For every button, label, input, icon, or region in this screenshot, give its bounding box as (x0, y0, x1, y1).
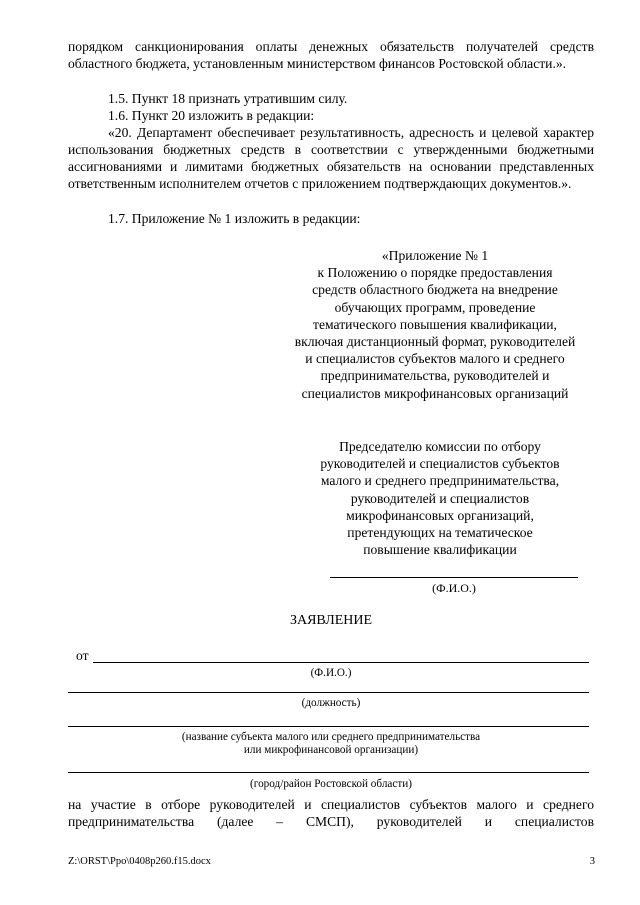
addressee-line: претендующих на тематическое (347, 525, 533, 541)
from-label: от (76, 648, 89, 663)
from-fio-line (93, 662, 589, 663)
city-line (68, 772, 589, 773)
appendix-header (270, 247, 600, 402)
addressee-line: микрофинансовых организаций, (346, 507, 534, 523)
addressee-line: руководителей и специалистов (350, 490, 530, 506)
addressee-line: повышение квалификации (363, 542, 517, 558)
appendix-line: средств областного бюджета на внедрение (312, 282, 558, 298)
addressee-fio-caption: (Ф.И.О.) (432, 581, 476, 595)
addressee-line: руководителей и специалистов субъектов (320, 456, 560, 472)
paragraph-1-7: 1.7. Приложение № 1 изложить в редакции: (108, 211, 361, 226)
form-bottom-text: на участие в отборе руководителей и специалистов субъектов малого и среднего предпринимательства (далее – СМСП), руководителей и специалистов (68, 797, 594, 829)
appendix-line: обучающих программ, проведение (334, 299, 536, 315)
from-fio-caption: (Ф.И.О.) (310, 667, 352, 679)
footer-file-path: Z:\ORST\Ppo\0408p260.f15.docx (68, 856, 211, 867)
organization-line (68, 726, 589, 727)
paragraph-1-6: 1.6. Пункт 20 изложить в редакции: (108, 108, 315, 123)
addressee-fio-line (330, 577, 578, 578)
position-line (68, 692, 589, 693)
position-caption: (должность) (301, 697, 361, 709)
appendix-line: предпринимательства, руководителей и (320, 368, 550, 384)
paragraph-20: «20. Департамент обеспечивает результативность, адресность и целевой характер использования бюджетных средств в соответствии с утвержденными бюджетными ассигнованиями и лимитами бюджетных обязательств на основании представленных ответственным исполнителем отчетов с приложением подтверждающих документов.». (68, 125, 594, 191)
appendix-line: тематического повышения квалификации, (313, 316, 557, 332)
appendix-line: к Положению о порядке предоставления (317, 265, 553, 281)
appendix-line: и специалистов субъектов малого и среднего (305, 351, 565, 367)
form-title: ЗАЯВЛЕНИЕ (289, 613, 373, 628)
appendix-line: «Приложение № 1 (381, 248, 489, 263)
organization-caption-2: или микрофинансовой организации) (243, 744, 419, 756)
paragraph-continuation: порядком санкционирования оплаты денежных обязательств получателей средств областного бюджета, установленным министерством финансов Ростовской области.». (68, 39, 594, 71)
organization-caption-1: (название субъекта малого или среднего предпринимательства (181, 731, 481, 743)
appendix-line: специалистов микрофинансовых организаций (301, 385, 569, 401)
city-caption: (город/район Ростовской области) (250, 778, 412, 790)
paragraph-1-5: 1.5. Пункт 18 признать утратившим силу. (108, 91, 348, 106)
addressee-line: Председателю комиссии по отбору (339, 439, 541, 454)
page-number: 3 (589, 856, 595, 867)
appendix-line: включая дистанционный формат, руководителей (294, 334, 576, 350)
addressee-line: малого и среднего предпринимательства, (320, 473, 560, 489)
addressee-block (285, 438, 595, 558)
